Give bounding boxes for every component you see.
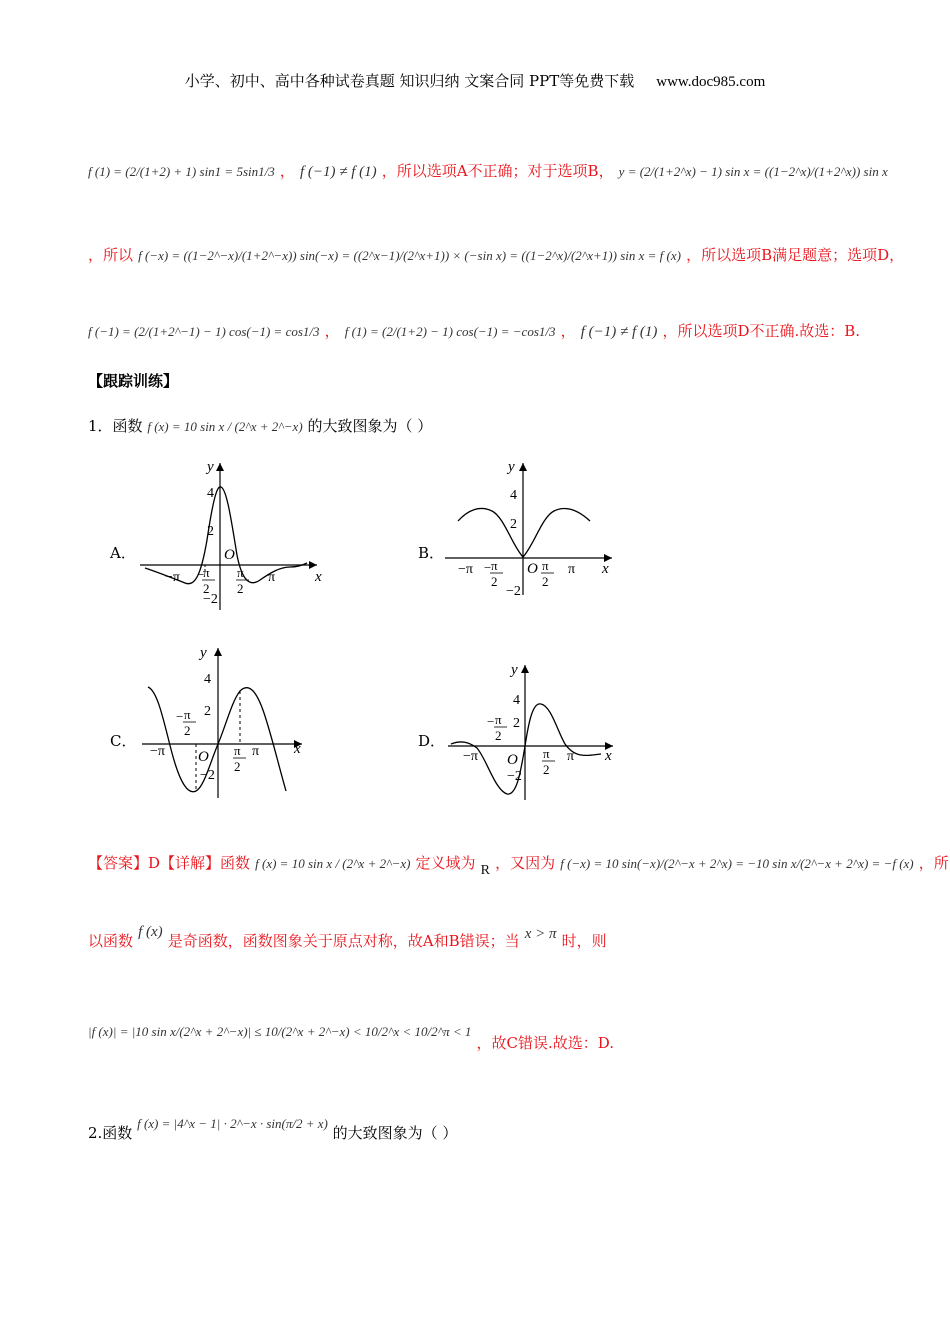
tick-neg-pi: −π [458, 562, 473, 577]
section-title: 【跟踪训练】 [88, 372, 179, 390]
tick-half-pi-num: π [543, 746, 550, 761]
prev-solution-line-2: ，所以 f (−x) = ((1−2^−x)/(1+2^−x)) sin(−x) = ((2^x−1)/(2^x+1)) × (−sin x) = ((1−2^x)/(2^x+1)) sin x = f (x) ，所以选项B满足题意；选项D， [88, 246, 905, 264]
graph-option-b[interactable] [440, 455, 630, 615]
option-d-label[interactable]: D． [418, 732, 446, 750]
tick-4: 4 [510, 488, 517, 503]
option-c-label[interactable]: C． [110, 732, 137, 750]
tick-half-pi-den: 2 [234, 759, 241, 774]
y-axis-arrow-icon [214, 648, 222, 656]
tick-neg-pi: −π [165, 570, 180, 585]
tick-2: 2 [513, 716, 520, 731]
formula-f-neq: f (−1) ≠ f (1) [580, 324, 658, 340]
formula-f1-cos: f (1) = (2/(1+2) − 1) cos(−1) = −cos1/3 [344, 324, 556, 339]
answer-line-3: |f (x)| = |10 sin x/(2^x + 2^−x)| ≤ 10/(2^x + 2^−x) < 10/2^x < 10/2^π < 1 ，故C错误.故选：D. [88, 1024, 614, 1052]
tick-neg2: −2 [203, 592, 218, 607]
tick-neg-half-pi-minus: − [197, 567, 205, 582]
tick-neg2: −2 [506, 584, 521, 599]
tick-2: 2 [510, 517, 517, 532]
tick-neg-half-pi-minus: − [484, 560, 492, 575]
tick-4: 4 [513, 693, 520, 708]
question-2 [88, 1112, 458, 1142]
tick-neg-pi: −π [463, 749, 478, 764]
solution-text: ，所以选项A不正确；对于选项B， [381, 162, 614, 180]
prev-solution-line-1: f (1) = (2/(1+2) + 1) sin1 = 5sin1/3 ， f (−1) ≠ f (1) ，所以选项A不正确；对于选项B， y = (2/(1+2^x) − 1) sin x = ((1−2^x)/(1+2^x)) sin x [88, 162, 888, 180]
tick-half-pi-den: 2 [542, 574, 549, 589]
y-label: y [207, 459, 214, 475]
formula-y-option-b: y = (2/(1+2^x) − 1) sin x = ((1−2^x)/(1+2^x)) sin x [618, 164, 888, 179]
answer-label: 【答案】D【详解】函数 [88, 854, 251, 872]
x-axis-arrow-icon [309, 561, 317, 569]
origin-label: O [224, 547, 235, 563]
tick-neg-half-pi-num: π [495, 712, 502, 727]
y-axis-arrow-icon [519, 463, 527, 471]
graph-option-a[interactable] [135, 455, 325, 615]
option-b-label[interactable]: B． [418, 544, 445, 562]
tick-neg-half-pi-den: 2 [203, 581, 210, 596]
graph-option-c[interactable] [140, 643, 310, 803]
origin-label: O [527, 561, 538, 577]
q1-prefix: 1．函数 [88, 417, 143, 435]
option-a-label[interactable]: A． [110, 544, 136, 562]
header-text: 小学、初中、高中各种试卷真题 知识归纳 文案合同 PPT等免费下载 [184, 72, 635, 90]
tick-neg-pi: −π [150, 744, 165, 759]
q2-suffix: 的大致图象为（ ） [332, 1124, 458, 1142]
y-label: y [511, 662, 518, 678]
origin-label: O [507, 752, 518, 768]
q1-suffix: 的大致图象为（ ） [307, 417, 433, 435]
tick-neg-half-pi-den: 2 [491, 574, 498, 589]
tick-pi: π [568, 562, 576, 577]
curve-c [148, 687, 286, 792]
tick-2: 2 [207, 524, 214, 539]
origin-label: O [198, 749, 209, 765]
q2-formula: f (x) = |4^x − 1| · 2^−x · sin(π/2 + x) [137, 1116, 328, 1131]
graph-option-d[interactable] [445, 660, 620, 810]
tick-half-pi-den: 2 [237, 581, 244, 596]
tick-pi: π [567, 749, 575, 764]
formula-f-neg-1: f (−1) = (2/(1+2^−1) − 1) cos(−1) = cos1/3 [88, 324, 320, 339]
q2-prefix: 2.函数 [88, 1124, 133, 1142]
tick-neg-half-pi-minus: − [487, 714, 495, 729]
tick-neg-half-pi-den: 2 [495, 728, 502, 743]
question-1 [88, 415, 432, 436]
tick-neg2: −2 [507, 769, 522, 784]
header-site-link[interactable]: www.doc985.com [656, 74, 766, 90]
y-label: y [508, 459, 515, 475]
formula-f-neg-x: f (−x) = ((1−2^−x)/(1+2^−x)) sin(−x) = ((2^x−1)/(2^x+1)) × (−sin x) = ((1−2^x)/(2^x+1)) sin x = f (x) [138, 248, 681, 263]
x-label: x [294, 741, 301, 757]
tick-pi: π [252, 744, 260, 759]
tick-half-pi-num: π [542, 558, 549, 573]
formula-f1: f (1) = (2/(1+2) + 1) sin1 = 5sin1/3 [88, 164, 275, 179]
tick-2: 2 [204, 704, 211, 719]
tick-neg-half-pi-minus: − [176, 709, 184, 724]
prev-solution-line-3: f (−1) = (2/(1+2^−1) − 1) cos(−1) = cos1/3 ， f (1) = (2/(1+2) − 1) cos(−1) = −cos1/3 ， f (−1) ≠ f (1) ，所以选项D不正确.故选：B. [88, 322, 861, 340]
tick-neg-half-pi-den: 2 [184, 723, 191, 738]
tick-half-pi-num: π [237, 565, 244, 580]
tick-neg-half-pi-num: π [203, 565, 210, 580]
tick-half-pi-den: 2 [543, 762, 550, 777]
tick-4: 4 [204, 672, 211, 687]
tick-4: 4 [207, 486, 214, 501]
y-axis-arrow-icon [216, 463, 224, 471]
inequality-formula: |f (x)| = |10 sin x/(2^x + 2^−x)| ≤ 10/(2^x + 2^−x) < 10/2^x < 10/2^π < 1 [88, 1024, 472, 1039]
q1-formula: f (x) = 10 sin x / (2^x + 2^−x) [147, 419, 303, 434]
formula-f-1-neq-f1: f (−1) ≠ f (1) [299, 164, 377, 180]
curve-b [458, 508, 590, 557]
x-label: x [602, 561, 609, 577]
page-header [0, 70, 950, 91]
answer-line-1: 【答案】D【详解】函数 f (x) = 10 sin x / (2^x + 2^−x) 定义域为 R ，又因为 f (−x) = 10 sin(−x)/(2^−x + 2^x) = −10 sin x/(2^−x + 2^x) = −f (x) ，所 [88, 854, 949, 878]
y-label: y [200, 645, 207, 661]
y-axis-arrow-icon [521, 665, 529, 673]
tick-neg2: −2 [200, 768, 215, 783]
tick-neg-half-pi-num: π [491, 558, 498, 573]
tick-half-pi-num: π [234, 743, 241, 758]
answer-line-2: 以函数 f (x) 是奇函数，函数图象关于原点对称，故A和B错误；当 x > π 时，则 [88, 924, 607, 950]
x-label: x [605, 748, 612, 764]
tick-pi: π [268, 570, 276, 585]
x-label: x [315, 569, 322, 585]
tick-neg-half-pi-num: π [184, 707, 191, 722]
